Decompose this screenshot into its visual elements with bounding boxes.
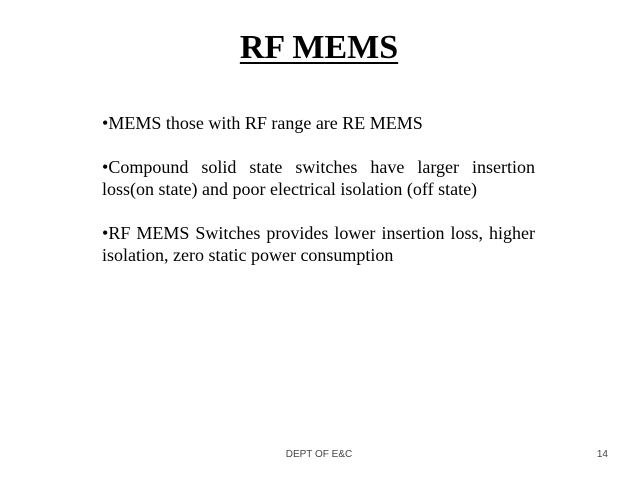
bullet-item — [102, 112, 535, 134]
bullet-text: RF MEMS Switches provides lower insertion loss, higher isolation, zero static power consumption — [102, 223, 535, 265]
bullet-list — [102, 112, 535, 288]
bullet-marker: • — [102, 223, 109, 243]
bullet-text: Compound solid state switches have larger insertion loss(on state) and poor electrical isolation (off state) — [102, 157, 535, 199]
bullet-item — [102, 156, 535, 200]
footer-department: DEPT OF E&C — [285, 449, 353, 460]
bullet-text: MEMS those with RF range are RE MEMS — [108, 113, 423, 133]
bullet-item — [102, 222, 535, 266]
footer-page-number: 14 — [596, 449, 608, 460]
slide-title: RF MEMS — [239, 29, 399, 66]
bullet-marker: • — [102, 113, 109, 133]
bullet-marker: • — [102, 157, 109, 177]
